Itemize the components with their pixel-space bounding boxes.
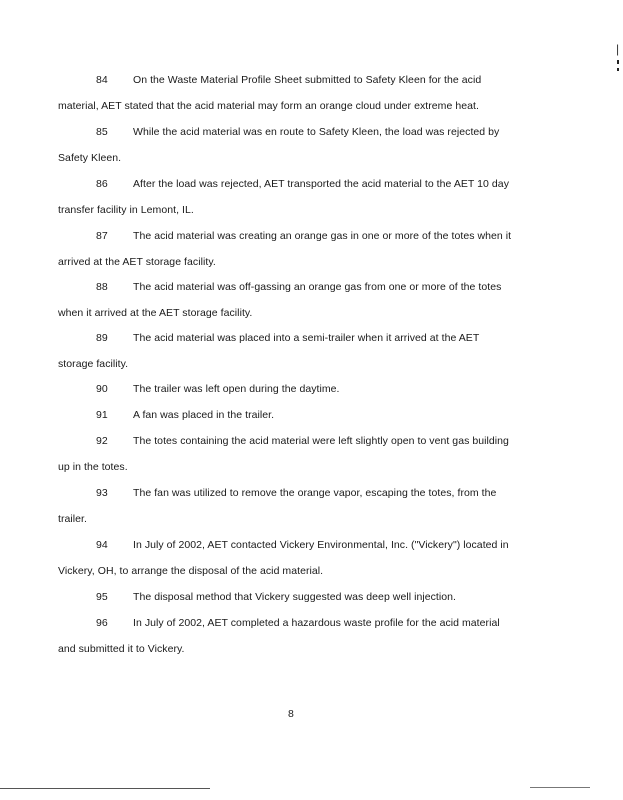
paragraph-text: The acid material was creating an orange gas in one or more of the totes when it — [133, 230, 512, 242]
paragraph-text: The totes containing the acid material were left slightly open to vent gas building — [133, 435, 509, 447]
paragraph-text: After the load was rejected, AET transported the acid material to the AET 10 day — [133, 178, 509, 190]
paragraph-number: 87 — [96, 230, 108, 242]
paragraph-text: A fan was placed in the trailer. — [133, 409, 275, 421]
paragraph-number: 84 — [96, 74, 108, 86]
paragraph-text: The acid material was off-gassing an orange gas from one or more of the totes — [133, 281, 502, 293]
paragraph-text: trailer. — [58, 513, 87, 525]
paragraph-text: On the Waste Material Profile Sheet submitted to Safety Kleen for the acid — [133, 74, 482, 86]
paragraph-number: 95 — [96, 591, 108, 603]
paragraph-text: The fan was utilized to remove the orange vapor, escaping the totes, from the — [133, 487, 497, 499]
paragraph-number: 96 — [96, 617, 108, 629]
page-number: 8 — [288, 708, 294, 720]
paragraph-text: In July of 2002, AET completed a hazardous waste profile for the acid material — [133, 617, 500, 629]
scan-edge-line — [0, 788, 210, 789]
paragraph-text: up in the totes. — [58, 461, 128, 473]
paragraph-text: Vickery, OH, to arrange the disposal of the acid material. — [58, 565, 324, 577]
paragraph-text: material, AET stated that the acid material may form an orange cloud under extreme heat. — [58, 100, 479, 112]
paragraph-text: In July of 2002, AET contacted Vickery Environmental, Inc. ("Vickery") located in — [133, 539, 509, 551]
paragraph-number: 88 — [96, 281, 108, 293]
paragraph-number: 85 — [96, 126, 108, 138]
margin-mark: | — [616, 42, 620, 56]
paragraph-number: 89 — [96, 332, 108, 344]
scan-edge-line — [530, 787, 590, 788]
paragraph-text: storage facility. — [58, 358, 129, 370]
paragraph-text: and submitted it to Vickery. — [58, 643, 185, 655]
paragraph-text: transfer facility in Lemont, IL. — [58, 204, 194, 216]
paragraph-text: The disposal method that Vickery suggested was deep well injection. — [133, 591, 457, 603]
paragraph-text: when it arrived at the AET storage facility. — [58, 307, 253, 319]
scan-artifact — [617, 60, 619, 64]
paragraph-number: 91 — [96, 409, 108, 421]
paragraph-number: 86 — [96, 178, 108, 190]
paragraph-text: The acid material was placed into a semi-trailer when it arrived at the AET — [133, 332, 480, 344]
paragraph-text: The trailer was left open during the daytime. — [133, 383, 340, 395]
paragraph-number: 92 — [96, 435, 108, 447]
scan-artifact — [617, 68, 619, 71]
paragraph-text: arrived at the AET storage facility. — [58, 256, 216, 268]
paragraph-number: 94 — [96, 539, 108, 551]
paragraph-text: Safety Kleen. — [58, 152, 122, 164]
paragraph-number: 90 — [96, 383, 108, 395]
paragraph-number: 93 — [96, 487, 108, 499]
paragraph-text: While the acid material was en route to Safety Kleen, the load was rejected by — [133, 126, 500, 138]
